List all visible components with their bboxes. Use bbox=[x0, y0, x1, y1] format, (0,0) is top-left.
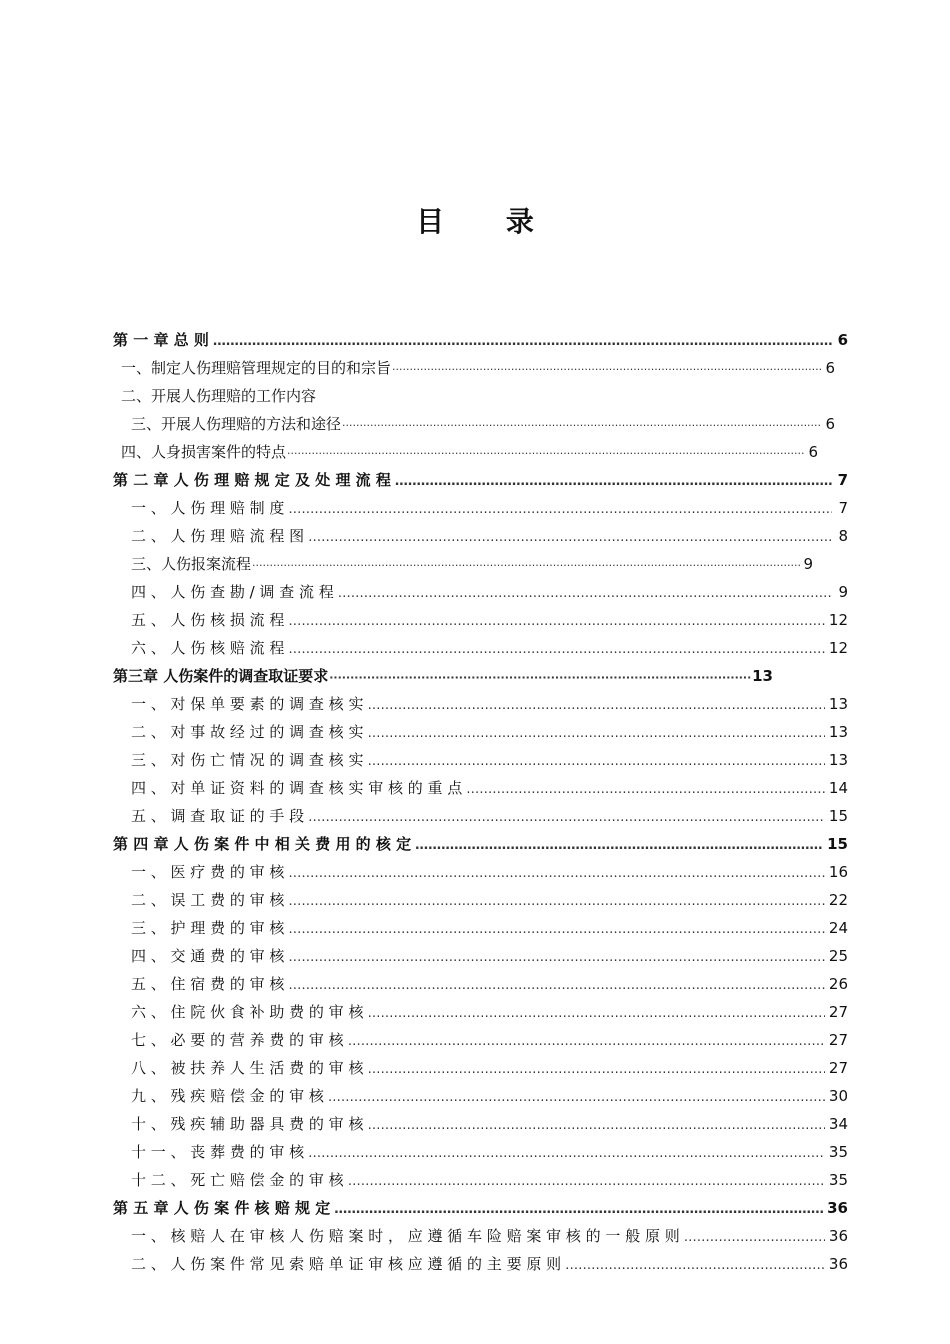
toc-leader bbox=[367, 722, 824, 744]
toc-entry[interactable] bbox=[131, 1112, 848, 1136]
toc-leader bbox=[367, 694, 824, 716]
toc-entry-label: 一 、 对 保 单 要 素 的 调 查 核 实 bbox=[131, 695, 364, 713]
toc-entry[interactable] bbox=[131, 1084, 848, 1108]
page-title: 目 录 bbox=[416, 205, 560, 238]
toc-leader bbox=[338, 582, 832, 604]
toc-page-number: 14 bbox=[828, 779, 848, 797]
toc-entry-chapter-1[interactable] bbox=[113, 328, 848, 352]
toc-page-number: 12 bbox=[828, 611, 848, 629]
toc-page-number: 13 bbox=[828, 695, 848, 713]
toc-entry-label: 二 、 误 工 费 的 审 核 bbox=[131, 891, 285, 909]
toc-page-number: 24 bbox=[828, 919, 848, 937]
toc-entry-label: 六 、 人 伤 核 赔 流 程 bbox=[131, 639, 285, 657]
toc-entry-label: 三 、 对 伤 亡 情 况 的 调 查 核 实 bbox=[131, 751, 364, 769]
toc-entry-chapter-3[interactable] bbox=[113, 664, 773, 688]
toc-entry-label: 三 、 护 理 费 的 审 核 bbox=[131, 919, 285, 937]
toc-entry-label: 三、开展人伤理赔的方法和途径 bbox=[131, 415, 342, 433]
toc-leader bbox=[288, 498, 832, 520]
toc-leader bbox=[288, 862, 825, 884]
toc-entry-label: 一 、 核 赔 人 在 审 核 人 伤 赔 案 时 ， 应 遵 循 车 险 赔 案 审 核 的 一 般 原 则 bbox=[131, 1227, 680, 1245]
toc-entry[interactable] bbox=[131, 1140, 848, 1164]
toc-entry[interactable] bbox=[131, 748, 848, 772]
toc-page-number: 9 bbox=[838, 583, 848, 601]
toc-entry-label: 一、制定人伤理赔管理规定的目的和宗旨 bbox=[121, 359, 392, 377]
toc-page-number: 27 bbox=[828, 1031, 848, 1049]
toc-leader bbox=[288, 638, 825, 660]
toc-page-number: 6 bbox=[808, 443, 818, 461]
toc-page-number: 15 bbox=[827, 835, 848, 853]
toc-leader bbox=[395, 470, 832, 492]
toc-leader bbox=[288, 610, 825, 632]
toc-entry-label: 七 、 必 要 的 营 养 费 的 审 核 bbox=[131, 1031, 344, 1049]
toc-leader bbox=[367, 1002, 824, 1024]
toc-entry-label: 十 、 残 疾 辅 助 器 具 费 的 审 核 bbox=[131, 1115, 364, 1133]
toc-leader bbox=[252, 554, 800, 576]
toc-entry[interactable] bbox=[131, 1168, 848, 1192]
toc-entry-chapter-2[interactable] bbox=[113, 468, 848, 492]
toc-page-number: 36 bbox=[827, 1199, 848, 1217]
toc-leader bbox=[288, 974, 825, 996]
toc-leader bbox=[367, 1114, 824, 1136]
toc-entry-label: 二 、 对 事 故 经 过 的 调 查 核 实 bbox=[131, 723, 364, 741]
toc-page-number: 7 bbox=[837, 471, 848, 489]
toc-page-number: 15 bbox=[828, 807, 848, 825]
toc-page-number: 6 bbox=[837, 331, 848, 349]
toc-leader bbox=[348, 1170, 825, 1192]
toc-entry[interactable] bbox=[131, 1000, 848, 1024]
toc-entry-chapter-5[interactable] bbox=[113, 1196, 848, 1220]
toc-page-number: 35 bbox=[828, 1171, 848, 1189]
toc-page-number: 6 bbox=[825, 359, 835, 377]
toc-page-number: 7 bbox=[838, 499, 848, 517]
toc-page-number: 13 bbox=[752, 667, 773, 685]
toc-entry[interactable] bbox=[131, 944, 848, 968]
toc-entry-label: 四 、 交 通 费 的 审 核 bbox=[131, 947, 285, 965]
toc-entry-label: 四 、 对 单 证 资 料 的 调 查 核 实 审 核 的 重 点 bbox=[131, 779, 463, 797]
toc-page-number: 16 bbox=[828, 863, 848, 881]
toc-entry[interactable] bbox=[121, 440, 818, 464]
toc-leader bbox=[342, 414, 822, 436]
toc-entry-label: 三、人伤报案流程 bbox=[131, 555, 252, 573]
toc-page-number: 22 bbox=[828, 891, 848, 909]
toc-entry-label: 二 、 人 伤 理 赔 流 程 图 bbox=[131, 527, 305, 545]
toc-entry[interactable] bbox=[131, 776, 848, 800]
toc-leader bbox=[308, 1142, 825, 1164]
toc-leader bbox=[308, 526, 832, 548]
toc-page-number: 8 bbox=[838, 527, 848, 545]
toc-entry-label: 第三章 人伤案件的调查取证要求 bbox=[113, 667, 329, 685]
toc-entry-label: 二、开展人伤理赔的工作内容 bbox=[121, 387, 317, 405]
toc-page-number: 35 bbox=[828, 1143, 848, 1161]
toc-entry-label: 第 四 章 人 伤 案 件 中 相 关 费 用 的 核 定 bbox=[113, 835, 412, 853]
toc-entry[interactable] bbox=[121, 356, 835, 380]
toc-page-number: 9 bbox=[803, 555, 813, 573]
toc-entry-label: 一 、 人 伤 理 赔 制 度 bbox=[131, 499, 285, 517]
toc-entry[interactable] bbox=[131, 1252, 848, 1276]
toc-entry-label: 五 、 调 查 取 证 的 手 段 bbox=[131, 807, 305, 825]
toc-entry[interactable] bbox=[131, 496, 848, 520]
toc-entry-label: 第 一 章 总 则 bbox=[113, 331, 209, 349]
toc-entry-label: 二 、 人 伤 案 件 常 见 索 赔 单 证 审 核 应 遵 循 的 主 要 原 则 bbox=[131, 1255, 562, 1273]
toc-entry[interactable] bbox=[131, 916, 848, 940]
toc-page-number: 25 bbox=[828, 947, 848, 965]
toc-leader bbox=[308, 806, 825, 828]
toc-page-number: 30 bbox=[828, 1087, 848, 1105]
toc-entry[interactable] bbox=[131, 972, 848, 996]
toc-page-number: 13 bbox=[828, 751, 848, 769]
toc-entry[interactable] bbox=[131, 412, 835, 436]
toc-entry-label: 六 、 住 院 伙 食 补 助 费 的 审 核 bbox=[131, 1003, 364, 1021]
toc-page-number: 27 bbox=[828, 1059, 848, 1077]
toc-entry-label: 五 、 住 宿 费 的 审 核 bbox=[131, 975, 285, 993]
toc-entry-label: 第 五 章 人 伤 案 件 核 赔 规 定 bbox=[113, 1199, 331, 1217]
toc-page-number: 6 bbox=[825, 415, 835, 433]
toc-page-number: 26 bbox=[828, 975, 848, 993]
toc-entry[interactable] bbox=[131, 860, 848, 884]
toc-leader bbox=[329, 666, 751, 688]
toc-leader bbox=[348, 1030, 825, 1052]
toc-page-number: 36 bbox=[828, 1255, 848, 1273]
toc-entry-label: 十 一 、 丧 葬 费 的 审 核 bbox=[131, 1143, 305, 1161]
toc-entry-label: 八 、 被 扶 养 人 生 活 费 的 审 核 bbox=[131, 1059, 364, 1077]
toc-leader bbox=[392, 358, 822, 380]
toc-entry[interactable] bbox=[131, 1056, 848, 1080]
toc-entry[interactable] bbox=[131, 1028, 848, 1052]
toc-entry-label: 九 、 残 疾 赔 偿 金 的 审 核 bbox=[131, 1087, 324, 1105]
toc-leader bbox=[565, 1254, 825, 1276]
toc-entry-label: 五 、 人 伤 核 损 流 程 bbox=[131, 611, 285, 629]
toc-entry[interactable] bbox=[131, 524, 848, 548]
toc-entry[interactable] bbox=[121, 384, 521, 408]
toc-entry[interactable] bbox=[131, 1224, 848, 1248]
toc-entry-label: 四 、 人 伤 查 勘 / 调 查 流 程 bbox=[131, 583, 334, 601]
toc-leader bbox=[328, 1086, 825, 1108]
toc-entry[interactable] bbox=[131, 692, 848, 716]
toc-leader bbox=[288, 890, 825, 912]
toc-leader bbox=[288, 918, 825, 940]
toc-entry[interactable] bbox=[131, 636, 848, 660]
toc-leader bbox=[367, 1058, 824, 1080]
toc-page-number: 27 bbox=[828, 1003, 848, 1021]
toc-leader bbox=[684, 1226, 825, 1248]
toc-leader bbox=[334, 1198, 823, 1220]
toc-entry[interactable] bbox=[131, 888, 848, 912]
toc-leader bbox=[288, 946, 825, 968]
toc-leader bbox=[367, 750, 824, 772]
toc-entry[interactable] bbox=[131, 720, 848, 744]
toc-entry-label: 一 、 医 疗 费 的 审 核 bbox=[131, 863, 285, 881]
toc-entry-label: 第 二 章 人 伤 理 赔 规 定 及 处 理 流 程 bbox=[113, 471, 391, 489]
toc-leader bbox=[466, 778, 825, 800]
toc-page-number: 36 bbox=[828, 1227, 848, 1245]
toc-entry-label: 十 二 、 死 亡 赔 偿 金 的 审 核 bbox=[131, 1171, 344, 1189]
toc-entry[interactable] bbox=[131, 580, 848, 604]
toc-leader bbox=[415, 834, 823, 856]
toc-leader bbox=[287, 442, 805, 464]
toc-entry[interactable] bbox=[131, 804, 848, 828]
toc-entry[interactable] bbox=[131, 552, 813, 576]
toc-page-number: 34 bbox=[828, 1115, 848, 1133]
toc-leader bbox=[213, 330, 832, 352]
toc-page-number: 12 bbox=[828, 639, 848, 657]
toc-page-number: 13 bbox=[828, 723, 848, 741]
toc-entry-chapter-4[interactable] bbox=[113, 832, 848, 856]
toc-entry[interactable] bbox=[131, 608, 848, 632]
toc-entry-label: 四、人身损害案件的特点 bbox=[121, 443, 287, 461]
